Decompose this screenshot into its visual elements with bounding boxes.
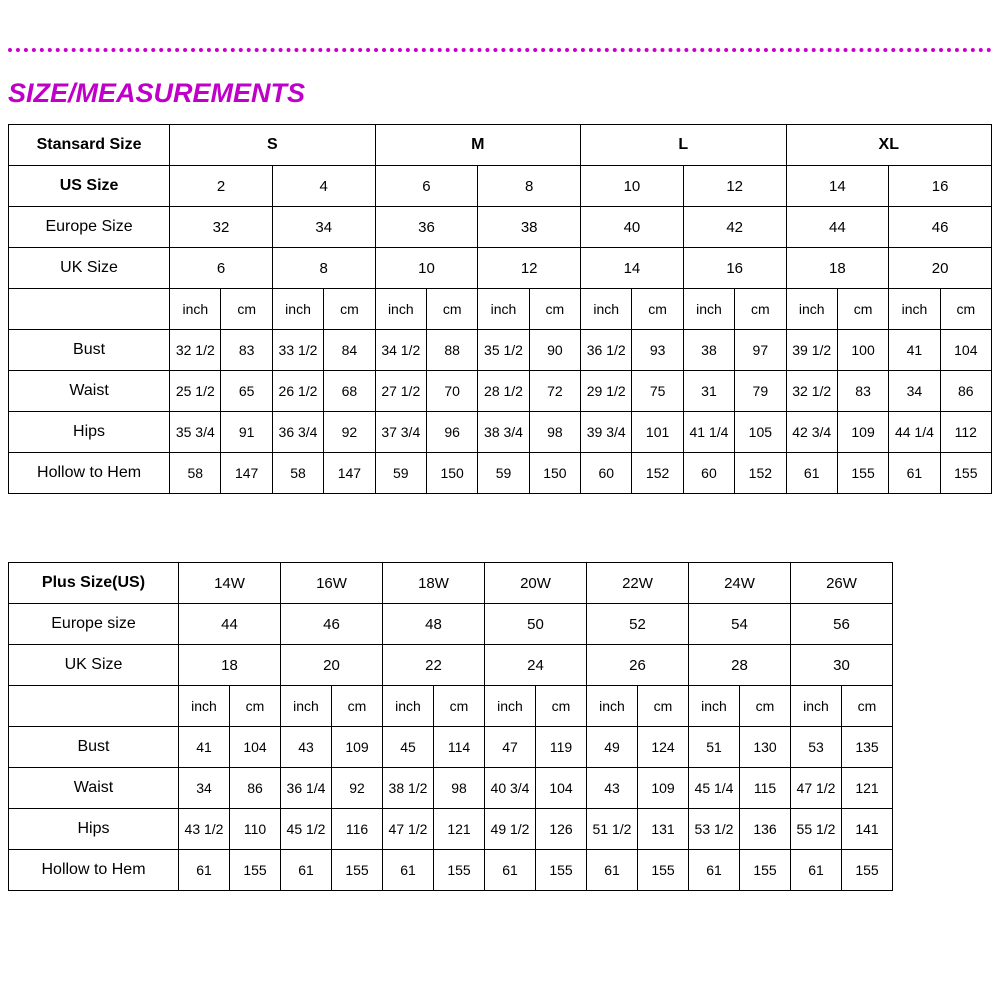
cell: 34 1/2 <box>375 330 426 371</box>
cell: 46 <box>281 604 383 645</box>
cell: 150 <box>426 453 477 494</box>
table-row <box>9 412 992 453</box>
group-header-22w: 22W <box>587 563 689 604</box>
unit-cell: cm <box>842 686 893 727</box>
unit-cell: cm <box>735 289 786 330</box>
decorative-dotted-rule <box>8 48 992 56</box>
cell: 110 <box>230 809 281 850</box>
unit-cell: inch <box>889 289 940 330</box>
cell: 14 <box>786 166 889 207</box>
cell: 16 <box>683 248 786 289</box>
cell: 28 1/2 <box>478 371 529 412</box>
cell: 43 1/2 <box>179 809 230 850</box>
cell: 109 <box>332 727 383 768</box>
cell: 84 <box>324 330 375 371</box>
cell: 136 <box>740 809 791 850</box>
group-header-xl: XL <box>786 125 991 166</box>
unit-cell: inch <box>478 289 529 330</box>
cell: 32 1/2 <box>786 371 837 412</box>
cell: 47 1/2 <box>383 809 434 850</box>
cell: 83 <box>221 330 272 371</box>
cell: 38 3/4 <box>478 412 529 453</box>
row-label-waist: Waist <box>9 768 179 809</box>
cell: 56 <box>791 604 893 645</box>
cell: 135 <box>842 727 893 768</box>
cell: 155 <box>638 850 689 891</box>
cell: 29 1/2 <box>581 371 632 412</box>
cell: 92 <box>324 412 375 453</box>
row-label-bust: Bust <box>9 727 179 768</box>
cell: 22 <box>383 645 485 686</box>
cell: 20 <box>281 645 383 686</box>
cell: 37 3/4 <box>375 412 426 453</box>
cell: 46 <box>889 207 992 248</box>
group-header-18w: 18W <box>383 563 485 604</box>
cell: 36 1/2 <box>581 330 632 371</box>
unit-cell: cm <box>529 289 580 330</box>
cell: 18 <box>786 248 889 289</box>
cell: 155 <box>837 453 888 494</box>
cell: 75 <box>632 371 683 412</box>
row-label-uk-size: UK Size <box>9 248 170 289</box>
cell: 34 <box>272 207 375 248</box>
table-row <box>9 645 893 686</box>
cell: 61 <box>889 453 940 494</box>
cell: 10 <box>375 248 478 289</box>
table-row-units <box>9 686 893 727</box>
row-label-hollow-to-hem: Hollow to Hem <box>9 453 170 494</box>
cell: 126 <box>536 809 587 850</box>
cell: 45 1/2 <box>281 809 332 850</box>
cell: 49 <box>587 727 638 768</box>
cell: 38 <box>478 207 581 248</box>
cell: 6 <box>375 166 478 207</box>
row-label-uk-size: UK Size <box>9 645 179 686</box>
unit-cell: inch <box>786 289 837 330</box>
empty-label-cell <box>9 289 170 330</box>
cell: 35 3/4 <box>170 412 221 453</box>
cell: 96 <box>426 412 477 453</box>
cell: 45 1/4 <box>689 768 740 809</box>
cell: 61 <box>179 850 230 891</box>
cell: 61 <box>689 850 740 891</box>
unit-cell: inch <box>587 686 638 727</box>
unit-cell: cm <box>230 686 281 727</box>
group-header-m: M <box>375 125 580 166</box>
cell: 39 1/2 <box>786 330 837 371</box>
table-row-header <box>9 125 992 166</box>
unit-cell: cm <box>536 686 587 727</box>
group-header-14w: 14W <box>179 563 281 604</box>
cell: 41 <box>889 330 940 371</box>
cell: 104 <box>940 330 991 371</box>
row-label-hollow-to-hem: Hollow to Hem <box>9 850 179 891</box>
cell: 16 <box>889 166 992 207</box>
cell: 79 <box>735 371 786 412</box>
unit-cell: cm <box>638 686 689 727</box>
cell: 60 <box>581 453 632 494</box>
cell: 54 <box>689 604 791 645</box>
cell: 141 <box>842 809 893 850</box>
cell: 155 <box>230 850 281 891</box>
cell: 109 <box>837 412 888 453</box>
cell: 115 <box>740 768 791 809</box>
cell: 104 <box>536 768 587 809</box>
cell: 61 <box>587 850 638 891</box>
unit-cell: inch <box>581 289 632 330</box>
group-header-16w: 16W <box>281 563 383 604</box>
cell: 38 1/2 <box>383 768 434 809</box>
unit-cell: inch <box>179 686 230 727</box>
cell: 8 <box>272 248 375 289</box>
cell: 31 <box>683 371 734 412</box>
cell: 61 <box>383 850 434 891</box>
cell: 72 <box>529 371 580 412</box>
cell: 39 3/4 <box>581 412 632 453</box>
cell: 44 <box>179 604 281 645</box>
cell: 49 1/2 <box>485 809 536 850</box>
unit-cell: cm <box>940 289 991 330</box>
cell: 150 <box>529 453 580 494</box>
cell: 44 <box>786 207 889 248</box>
cell: 88 <box>426 330 477 371</box>
table-row <box>9 166 992 207</box>
page-title: SIZE/MEASUREMENTS <box>8 78 306 108</box>
cell: 32 1/2 <box>170 330 221 371</box>
unit-cell: inch <box>791 686 842 727</box>
cell: 40 <box>581 207 684 248</box>
cell: 155 <box>332 850 383 891</box>
cell: 53 1/2 <box>689 809 740 850</box>
cell: 70 <box>426 371 477 412</box>
cell: 30 <box>791 645 893 686</box>
cell: 41 <box>179 727 230 768</box>
cell: 42 <box>683 207 786 248</box>
table-row <box>9 727 893 768</box>
cell: 24 <box>485 645 587 686</box>
cell: 51 1/2 <box>587 809 638 850</box>
table-row <box>9 207 992 248</box>
cell: 10 <box>581 166 684 207</box>
unit-cell: inch <box>485 686 536 727</box>
cell: 58 <box>170 453 221 494</box>
cell: 152 <box>735 453 786 494</box>
row-label-hips: Hips <box>9 809 179 850</box>
cell: 104 <box>230 727 281 768</box>
cell: 47 1/2 <box>791 768 842 809</box>
cell: 52 <box>587 604 689 645</box>
unit-cell: cm <box>632 289 683 330</box>
unit-cell: cm <box>221 289 272 330</box>
cell: 97 <box>735 330 786 371</box>
unit-cell: inch <box>281 686 332 727</box>
unit-cell: inch <box>375 289 426 330</box>
table-row <box>9 604 893 645</box>
unit-cell: cm <box>324 289 375 330</box>
cell: 8 <box>478 166 581 207</box>
cell: 90 <box>529 330 580 371</box>
cell: 119 <box>536 727 587 768</box>
cell: 121 <box>434 809 485 850</box>
cell: 34 <box>179 768 230 809</box>
row-label-bust: Bust <box>9 330 170 371</box>
cell: 43 <box>281 727 332 768</box>
cell: 12 <box>683 166 786 207</box>
cell: 42 3/4 <box>786 412 837 453</box>
row-label-hips: Hips <box>9 412 170 453</box>
cell: 91 <box>221 412 272 453</box>
cell: 4 <box>272 166 375 207</box>
cell: 114 <box>434 727 485 768</box>
cell: 61 <box>786 453 837 494</box>
cell: 12 <box>478 248 581 289</box>
group-header-s: S <box>170 125 375 166</box>
cell: 45 <box>383 727 434 768</box>
cell: 32 <box>170 207 273 248</box>
row-label-europe-size: Europe Size <box>9 207 170 248</box>
unit-cell: inch <box>170 289 221 330</box>
cell: 48 <box>383 604 485 645</box>
table-row-header <box>9 563 893 604</box>
cell: 25 1/2 <box>170 371 221 412</box>
table-row <box>9 248 992 289</box>
table-row <box>9 768 893 809</box>
cell: 65 <box>221 371 272 412</box>
cell: 124 <box>638 727 689 768</box>
cell: 36 <box>375 207 478 248</box>
cell: 131 <box>638 809 689 850</box>
cell: 152 <box>632 453 683 494</box>
cell: 2 <box>170 166 273 207</box>
standard-size-table <box>8 124 992 494</box>
cell: 35 1/2 <box>478 330 529 371</box>
empty-label-cell <box>9 686 179 727</box>
cell: 43 <box>587 768 638 809</box>
cell: 44 1/4 <box>889 412 940 453</box>
cell: 34 <box>889 371 940 412</box>
cell: 51 <box>689 727 740 768</box>
plus-size-table <box>8 562 893 891</box>
row-label-us-size: US Size <box>9 166 170 207</box>
table-row <box>9 850 893 891</box>
cell: 27 1/2 <box>375 371 426 412</box>
group-header-24w: 24W <box>689 563 791 604</box>
cell: 55 1/2 <box>791 809 842 850</box>
cell: 112 <box>940 412 991 453</box>
cell: 93 <box>632 330 683 371</box>
cell: 59 <box>478 453 529 494</box>
unit-cell: cm <box>426 289 477 330</box>
cell: 68 <box>324 371 375 412</box>
cell: 33 1/2 <box>272 330 323 371</box>
cell: 101 <box>632 412 683 453</box>
cell: 20 <box>889 248 992 289</box>
cell: 155 <box>536 850 587 891</box>
row-label-europe-size: Europe size <box>9 604 179 645</box>
unit-cell: inch <box>383 686 434 727</box>
cell: 26 1/2 <box>272 371 323 412</box>
cell: 155 <box>434 850 485 891</box>
group-header-l: L <box>581 125 786 166</box>
cell: 121 <box>842 768 893 809</box>
cell: 60 <box>683 453 734 494</box>
cell: 61 <box>485 850 536 891</box>
unit-cell: cm <box>434 686 485 727</box>
table-row <box>9 809 893 850</box>
cell: 147 <box>221 453 272 494</box>
cell: 100 <box>837 330 888 371</box>
table-row <box>9 371 992 412</box>
cell: 155 <box>740 850 791 891</box>
cell: 36 1/4 <box>281 768 332 809</box>
row-label-waist: Waist <box>9 371 170 412</box>
cell: 83 <box>837 371 888 412</box>
cell: 116 <box>332 809 383 850</box>
cell: 147 <box>324 453 375 494</box>
cell: 14 <box>581 248 684 289</box>
unit-cell: cm <box>332 686 383 727</box>
cell: 109 <box>638 768 689 809</box>
standard-size-label: Stansard Size <box>9 125 170 166</box>
cell: 36 3/4 <box>272 412 323 453</box>
plus-size-label: Plus Size(US) <box>9 563 179 604</box>
cell: 58 <box>272 453 323 494</box>
cell: 155 <box>842 850 893 891</box>
cell: 59 <box>375 453 426 494</box>
table-row <box>9 330 992 371</box>
cell: 155 <box>940 453 991 494</box>
cell: 86 <box>940 371 991 412</box>
group-header-20w: 20W <box>485 563 587 604</box>
cell: 6 <box>170 248 273 289</box>
cell: 40 3/4 <box>485 768 536 809</box>
cell: 98 <box>434 768 485 809</box>
cell: 92 <box>332 768 383 809</box>
cell: 50 <box>485 604 587 645</box>
unit-cell: inch <box>683 289 734 330</box>
table-row <box>9 453 992 494</box>
unit-cell: cm <box>837 289 888 330</box>
unit-cell: inch <box>689 686 740 727</box>
cell: 130 <box>740 727 791 768</box>
cell: 38 <box>683 330 734 371</box>
cell: 41 1/4 <box>683 412 734 453</box>
cell: 26 <box>587 645 689 686</box>
cell: 47 <box>485 727 536 768</box>
cell: 86 <box>230 768 281 809</box>
cell: 18 <box>179 645 281 686</box>
cell: 61 <box>281 850 332 891</box>
unit-cell: inch <box>272 289 323 330</box>
cell: 61 <box>791 850 842 891</box>
table-row-units <box>9 289 992 330</box>
group-header-26w: 26W <box>791 563 893 604</box>
unit-cell: cm <box>740 686 791 727</box>
cell: 28 <box>689 645 791 686</box>
cell: 105 <box>735 412 786 453</box>
cell: 98 <box>529 412 580 453</box>
cell: 53 <box>791 727 842 768</box>
